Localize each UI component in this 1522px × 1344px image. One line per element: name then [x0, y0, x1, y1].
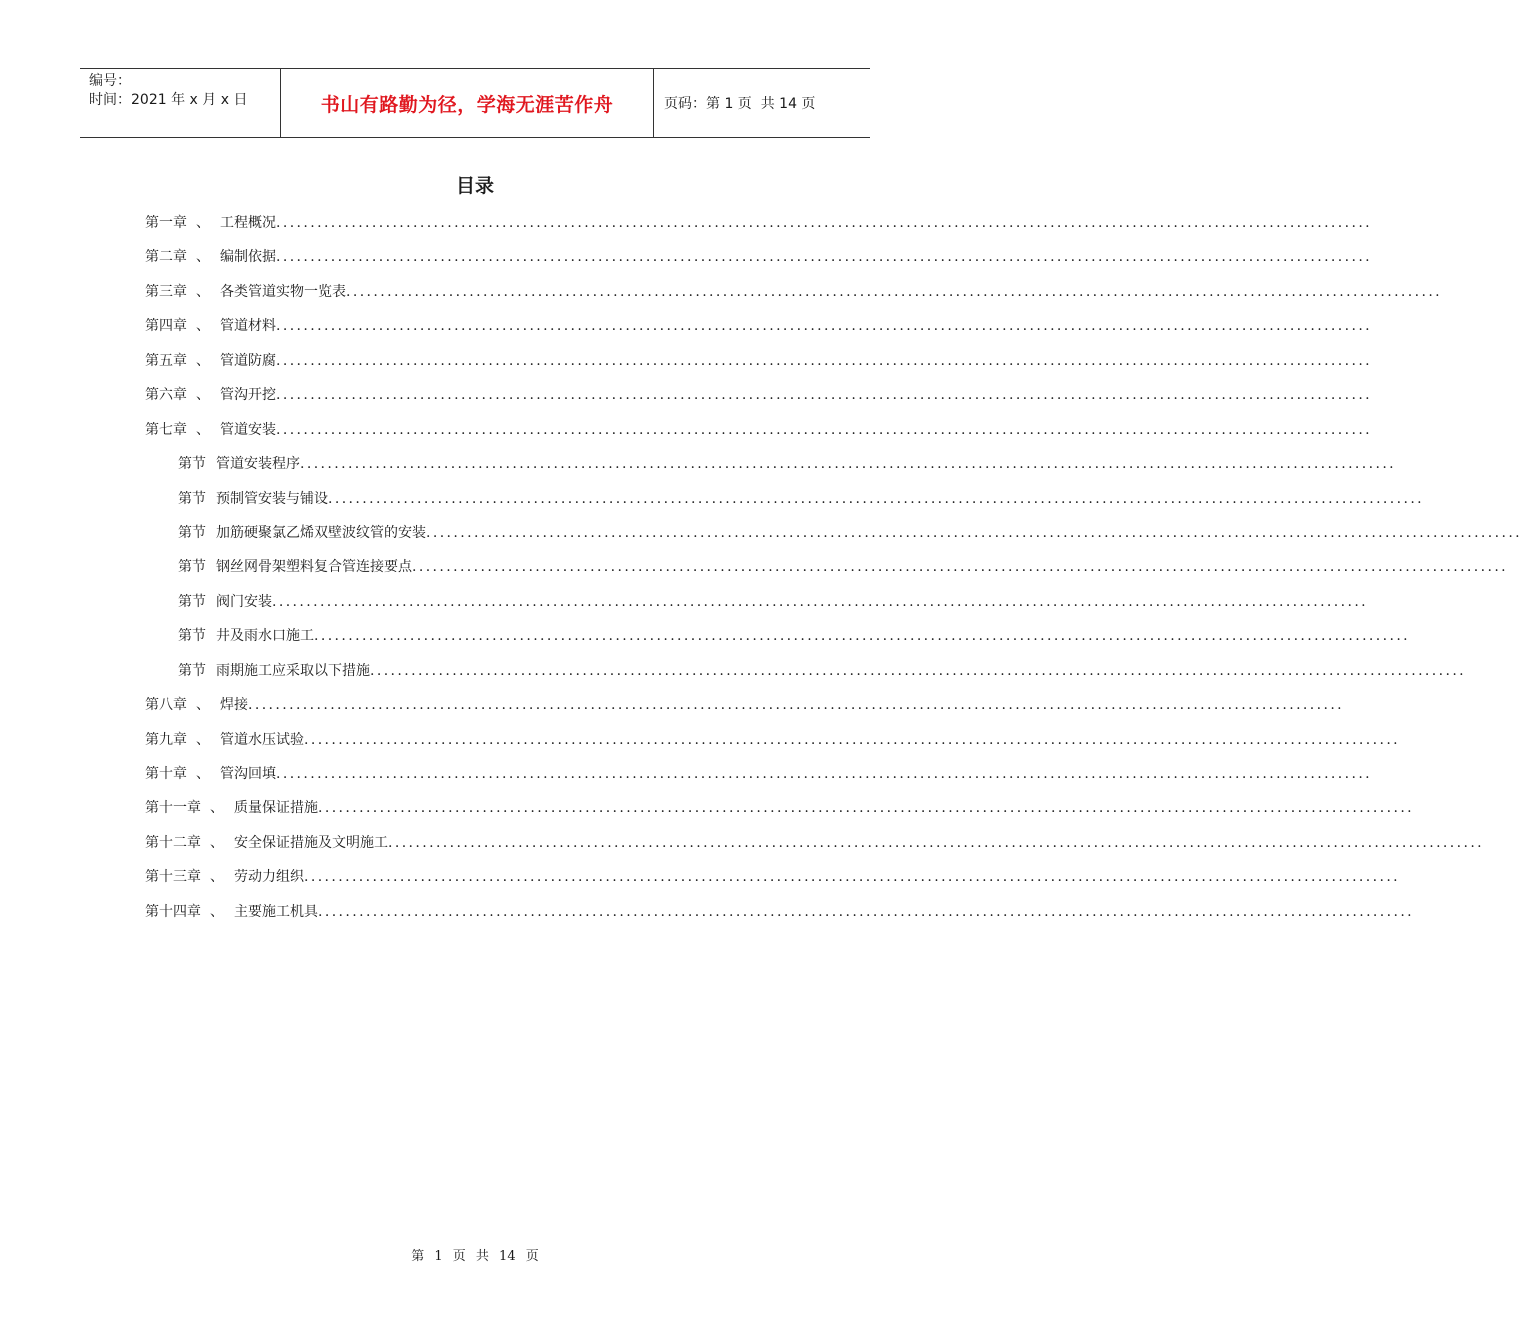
page-info: 页码：第 1 页 共 14 页 — [664, 96, 816, 112]
toc-entry[interactable] — [145, 240, 1373, 274]
toc-entry-separator: 、 — [210, 869, 224, 886]
toc-dot-leader: ................................................................................................................................................................ — [276, 421, 1373, 438]
header-page-cell — [654, 69, 870, 137]
header-motto-cell — [281, 69, 654, 137]
toc-dot-leader: ................................................................................................................................................................ — [318, 903, 1415, 920]
toc-entry-number: 第一章 — [145, 215, 187, 231]
toc-entry-separator: 、 — [196, 697, 210, 714]
toc-entry-number: 第六章 — [145, 387, 187, 404]
toc-entry[interactable] — [145, 378, 1373, 412]
toc-entry-title: 阀门安装 — [216, 593, 272, 610]
toc-entry-title: 编制依据 — [220, 249, 276, 266]
toc-dot-leader: ................................................................................................................................................................ — [328, 490, 1425, 507]
toc-entry-separator: 、 — [196, 387, 210, 404]
toc-entry-separator: 、 — [196, 283, 210, 300]
toc-entry-title: 加筋硬聚氯乙烯双壁波纹管的安装 — [216, 524, 426, 541]
toc-entry-title: 安全保证措施及文明施工 — [234, 834, 388, 851]
toc-entry[interactable] — [145, 860, 1401, 894]
toc-entry[interactable] — [145, 413, 1373, 447]
toc-dot-leader: ................................................................................................................................................................ — [276, 249, 1373, 266]
toc-entry[interactable] — [145, 585, 1369, 619]
toc-dot-leader: ................................................................................................................................................................ — [276, 387, 1373, 404]
toc-entry-number: 第五章 — [145, 352, 187, 369]
toc-entry[interactable] — [145, 550, 1509, 584]
toc-entry-title: 劳动力组织 — [234, 869, 304, 886]
toc-dot-leader: ................................................................................................................................................................ — [318, 800, 1415, 817]
toc-entry-number: 第十四章 — [145, 903, 201, 920]
toc-entry[interactable] — [145, 619, 1411, 653]
toc-entry[interactable] — [145, 309, 1373, 343]
toc-entry-number: 第七章 — [145, 421, 187, 438]
toc-entry[interactable] — [145, 757, 1373, 791]
toc-entry-title: 井及雨水口施工 — [216, 628, 314, 645]
toc-dot-leader: ................................................................................................................................................................ — [304, 869, 1401, 886]
toc-entry-separator: 、 — [196, 766, 210, 782]
toc-entry-number: 第节 — [178, 524, 206, 541]
header-meta-cell — [80, 69, 281, 137]
toc-entry[interactable] — [145, 826, 1485, 860]
toc-entry-separator: 、 — [196, 352, 210, 369]
toc-entry-title: 预制管安装与铺设 — [216, 490, 328, 507]
toc-entry-title: 管道材料 — [220, 318, 276, 335]
toc-entry-number: 第节 — [178, 559, 206, 576]
toc-entry-number: 第九章 — [145, 731, 187, 748]
toc-dot-leader: ................................................................................................................................................................ — [276, 766, 1373, 782]
toc-entry-separator: 、 — [196, 215, 210, 231]
toc-entry-number: 第二章 — [145, 249, 187, 266]
toc-entry-number: 第节 — [178, 490, 206, 507]
toc-entry-separator: 、 — [196, 421, 210, 438]
toc-entry-title: 质量保证措施 — [234, 800, 318, 817]
toc-dot-leader: ................................................................................................................................................................ — [412, 559, 1509, 576]
toc-entry-separator: 、 — [210, 903, 224, 920]
toc-entry-number: 第十三章 — [145, 869, 201, 886]
toc-entry-title: 各类管道实物一览表 — [220, 283, 346, 300]
toc-entry[interactable] — [145, 654, 1467, 688]
toc-entry[interactable] — [145, 206, 1373, 240]
toc-dot-leader: ................................................................................................................................................................ — [272, 593, 1369, 610]
toc-dot-leader: ................................................................................................................................................................ — [388, 834, 1485, 851]
toc-entry-title: 钢丝网骨架塑料复合管连接要点 — [216, 559, 412, 576]
toc-entry-number: 第三章 — [145, 283, 187, 300]
code-label: 编号： — [89, 73, 131, 89]
toc-entry-separator: 、 — [196, 249, 210, 266]
toc-dot-leader: ................................................................................................................................................................ — [314, 628, 1411, 645]
toc-dot-leader: ................................................................................................................................................................ — [300, 456, 1397, 473]
toc-entry-number: 第十一章 — [145, 800, 201, 817]
toc-entry[interactable] — [145, 275, 1443, 309]
header-table — [80, 68, 870, 138]
page-footer: 第 1 页 共 14 页 — [411, 1249, 539, 1264]
toc-dot-leader: ................................................................................................................................................................ — [276, 352, 1373, 369]
toc-entry-number: 第八章 — [145, 697, 187, 714]
toc-entry-number: 第十二章 — [145, 834, 201, 851]
toc-entry-number: 第节 — [178, 662, 206, 679]
toc-entry-separator: 、 — [210, 834, 224, 851]
toc-entry-title: 工程概况 — [220, 215, 276, 231]
toc-entry[interactable] — [145, 791, 1415, 825]
toc-dot-leader: ................................................................................................................................................................ — [426, 524, 1522, 541]
toc-entry[interactable] — [145, 447, 1397, 481]
page-title: 目录 — [455, 175, 494, 197]
toc-dot-leader: ................................................................................................................................................................ — [248, 697, 1345, 714]
toc-entry[interactable] — [145, 482, 1425, 516]
toc-entry-number: 第节 — [178, 456, 206, 473]
toc-entry[interactable] — [145, 723, 1401, 757]
toc-entry-number: 第十章 — [145, 766, 187, 782]
motto-text: 书山有路勤为径，学海无涯苦作舟 — [320, 93, 614, 116]
toc-entry-number: 第四章 — [145, 318, 187, 335]
toc-entry-title: 管沟回填 — [220, 766, 276, 782]
toc-entry-title: 主要施工机具 — [234, 903, 318, 920]
toc-dot-leader: ................................................................................................................................................................ — [370, 662, 1467, 679]
toc-entry-title: 雨期施工应采取以下措施 — [216, 662, 370, 679]
toc-entry[interactable] — [145, 516, 1522, 550]
toc-entry-title: 管道防腐 — [220, 352, 276, 369]
toc-entry-separator: 、 — [196, 318, 210, 335]
toc-dot-leader: ................................................................................................................................................................ — [276, 318, 1373, 335]
toc-entry-separator: 、 — [210, 800, 224, 817]
toc-entry-title: 焊接 — [220, 697, 248, 714]
toc-entry-title: 管道安装程序 — [216, 456, 300, 473]
toc-entry-title: 管道水压试验 — [220, 731, 304, 748]
date-label: 时间：2021 年 x 月 x 日 — [89, 92, 248, 108]
table-of-contents — [145, 206, 1522, 929]
toc-entry[interactable] — [145, 688, 1345, 722]
toc-entry[interactable] — [145, 344, 1373, 378]
toc-dot-leader: ................................................................................................................................................................ — [304, 731, 1401, 748]
toc-dot-leader: ................................................................................................................................................................ — [276, 215, 1373, 231]
toc-entry-number: 第节 — [178, 628, 206, 645]
toc-dot-leader: ................................................................................................................................................................ — [346, 283, 1443, 300]
toc-entry-title: 管道安装 — [220, 421, 276, 438]
toc-entry-separator: 、 — [196, 731, 210, 748]
toc-entry[interactable] — [145, 895, 1415, 929]
toc-entry-number: 第节 — [178, 593, 206, 610]
toc-entry-title: 管沟开挖 — [220, 387, 276, 404]
